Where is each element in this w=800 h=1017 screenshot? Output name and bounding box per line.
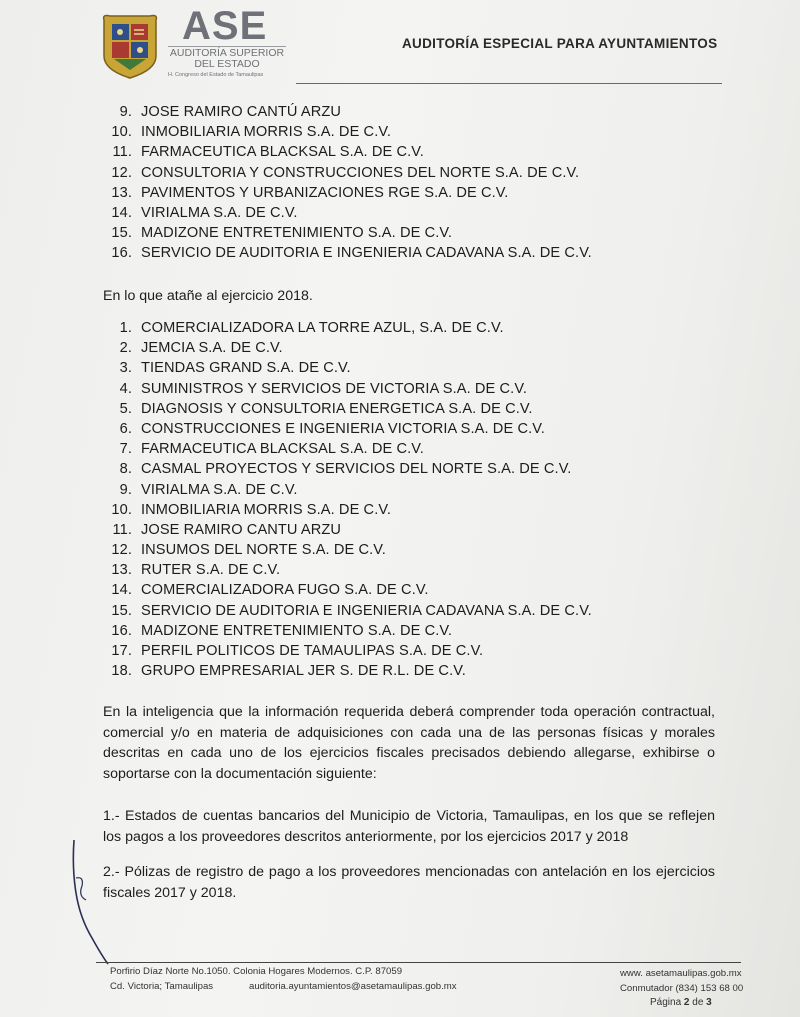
handwritten-signature (62, 838, 122, 968)
list-item: 11. JOSE RAMIRO CANTU ARZU (112, 521, 342, 538)
list-item: 7. FARMACEUTICA BLACKSAL S.A. DE C.V. (119, 441, 424, 458)
body-paragraph: En la inteligencia que la información requerida deberá comprender toda operación contractual, comercial y/o en materia de adquisiciones con cada una de las personas físicas y morales descritas en cada uno de los ejercicios fiscales precisados debiendo allegarse, exhibirse o soportarse con la documentación siguiente: (103, 704, 715, 782)
footer-address-line-1: Porfirio Díaz Norte No.1050. Colonia Hogares Modernos. C.P. 87059 (110, 966, 403, 977)
list-item: 2. JEMCIA S.A. DE C.V. (119, 340, 283, 357)
list-item: 12. CONSULTORIA Y CONSTRUCCIONES DEL NORTE S.A. DE C.V. (111, 164, 580, 181)
list-item: 10. INMOBILIARIA MORRIS S.A. DE C.V. (111, 501, 392, 518)
header-divider (296, 83, 722, 84)
list-item: 9. JOSE RAMIRO CANTÚ ARZU (119, 104, 342, 120)
requirement-2: 2.- Pólizas de registro de pago a los proveedores mencionadas con antelación en los ejercicios fiscales 2017 y 2018. (103, 864, 715, 901)
logo-line-2: DEL ESTADO (194, 58, 260, 70)
tamaulipas-seal-icon (100, 12, 160, 80)
list-item: 4. SUMINISTROS Y SERVICIOS DE VICTORIA S.A. DE C.V. (119, 380, 527, 397)
list-item: 13. PAVIMENTOS Y URBANIZACIONES RGE S.A. DE C.V. (111, 184, 509, 201)
intro-2018: En lo que atañe al ejercicio 2018. (103, 288, 313, 304)
footer-address-line-2: Cd. Victoria; Tamaulipas (110, 981, 214, 992)
ase-logo (168, 6, 286, 78)
list-item: 16. SERVICIO DE AUDITORIA E INGENIERIA CADAVANA S.A. DE C.V. (111, 245, 592, 262)
footer-email: auditoria.ayuntamientos@asetamaulipas.gob.mx (249, 981, 457, 992)
logo-abbreviation: ASE (182, 4, 268, 48)
letterhead (0, 0, 800, 90)
providers-list-2017 (106, 102, 592, 264)
list-item: 11. FARMACEUTICA BLACKSAL S.A. DE C.V. (112, 144, 424, 161)
list-item: 15. SERVICIO DE AUDITORIA E INGENIERIA CADAVANA S.A. DE C.V. (111, 602, 592, 619)
list-item: 6. CONSTRUCCIONES E INGENIERIA VICTORIA S.A. DE C.V. (119, 420, 545, 437)
list-item: 15. MADIZONE ENTRETENIMIENTO S.A. DE C.V. (111, 225, 453, 242)
list-item: 10. INMOBILIARIA MORRIS S.A. DE C.V. (111, 124, 392, 141)
footer-divider (96, 962, 741, 963)
page-number: Página 2 de 3 (650, 997, 712, 1008)
department-title: AUDITORÍA ESPECIAL PARA AYUNTAMIENTOS (402, 36, 718, 51)
list-item: 14. VIRIALMA S.A. DE C.V. (111, 204, 298, 221)
list-item: 3. TIENDAS GRAND S.A. DE C.V. (119, 360, 351, 377)
list-item: 8. CASMAL PROYECTOS Y SERVICIOS DEL NORTE S.A. DE C.V. (119, 461, 572, 478)
logo-line-1: AUDITORÍA SUPERIOR (169, 47, 285, 59)
requirement-1: 1.- Estados de cuentas bancarios del Municipio de Victoria, Tamaulipas, en los que se reflejen los pagos a los proveedores descritos anteriormente, por los ejercicios 2017 y 2018 (103, 808, 715, 845)
list-item: 12. INSUMOS DEL NORTE S.A. DE C.V. (111, 542, 386, 559)
footer-phone: Conmutador (834) 153 68 00 (620, 983, 744, 994)
list-item: 14. COMERCIALIZADORA FUGO S.A. DE C.V. (111, 582, 429, 599)
list-item: 17. PERFIL POLITICOS DE TAMAULIPAS S.A. DE C.V. (111, 643, 484, 659)
list-item: 18. GRUPO EMPRESARIAL JER S. DE R.L. DE C.V. (111, 663, 466, 680)
providers-list-2018 (106, 318, 592, 681)
list-item: 16. MADIZONE ENTRETENIMIENTO S.A. DE C.V. (111, 622, 453, 639)
list-item: 1. COMERCIALIZADORA LA TORRE AZUL, S.A. DE C.V. (119, 320, 504, 336)
list-item: 13. RUTER S.A. DE C.V. (111, 562, 281, 579)
list-item: 9. VIRIALMA S.A. DE C.V. (119, 481, 298, 498)
footer-website: www. asetamaulipas.gob.mx (620, 968, 742, 979)
logo-line-3: H. Congreso del Estado de Tamaulipas (168, 72, 264, 78)
list-item: 5. DIAGNOSIS Y CONSULTORIA ENERGETICA S.A. DE C.V. (119, 400, 533, 417)
